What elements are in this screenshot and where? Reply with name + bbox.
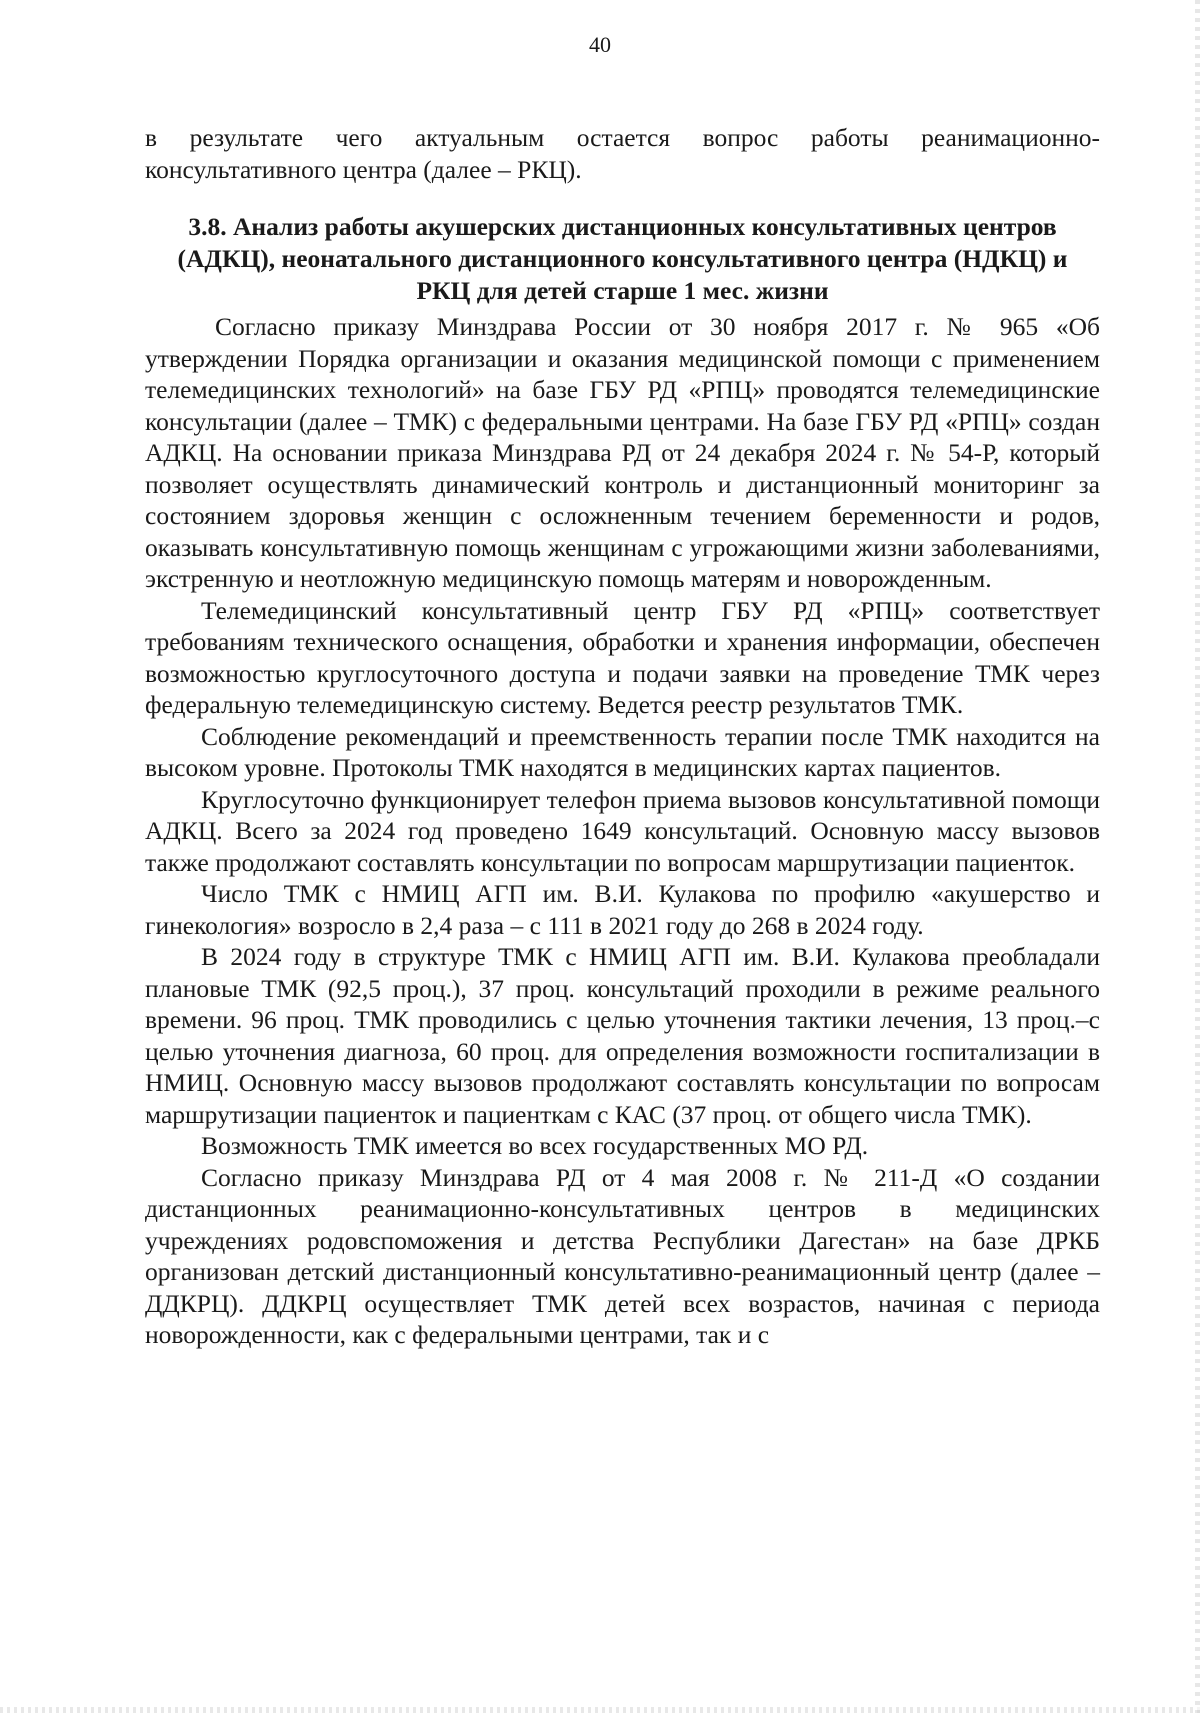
paragraph-recommendations: Соблюдение рекомендаций и преемственность терапии после ТМК находится на высоком уровне. Протоколы ТМК находятся в медицинских картах пациентов. <box>145 721 1100 782</box>
page-number: 40 <box>589 32 611 57</box>
paragraph-tmk-structure: В 2024 году в структуре ТМК с НМИЦ АГП им. В.И. Кулакова преобладали плановые ТМК (92,5 проц.), 37 проц. консультаций проходили в режиме реального времени. 96 проц. ТМК проводились с целью уточнения тактики лечения, 13 проц.–с целью уточнения диагноза, 60 проц. для определения возможности госпитализации в НМИЦ. Основную массу вызовов продолжают составлять консультации по вопросам маршрутизации пациенток и пациенткам с КАС (37 проц. от общего числа ТМК). <box>145 942 1100 1129</box>
document-body <box>145 122 1100 1351</box>
paragraph-telemedicine-center: Телемедицинский консультативный центр ГБУ РД «РПЦ» соответствует требованиям технического оснащения, обработки и хранения информации, обеспечен возможностью круглосуточного доступа и подачи заявки на проведение ТМК через федеральную телемедицинскую систему. Ведется реестр результатов ТМК. <box>145 595 1100 719</box>
paragraph-tmk-growth: Число ТМК с НМИЦ АГП им. В.И. Кулакова по профилю «акушерство и гинекология» возросло в 2,4 раза – с 111 в 2021 году до 268 в 2024 году. <box>145 879 1100 940</box>
paragraph-hotline: Круглосуточно функционирует телефон приема вызовов консультативной помощи АДКЦ. Всего за 2024 год проведено 1649 консультаций. Основную массу вызовов также продолжают составлять консультации по вопросам маршрутизации пациенток. <box>145 784 1100 877</box>
scan-right-edge <box>1195 0 1200 1713</box>
paragraph-order-211: Согласно приказу Минздрава РД от 4 мая 2008 г. № 211-Д «О создании дистанционных реанимационно-консультативных центров в медицинских учреждениях родовспоможения и детства Республики Дагестан» на базе ДРКБ организован детский дистанционный консультативно-реанимационный центр (далее – ДДКРЦ). ДДКРЦ осуществляет ТМК детей всех возрастов, начиная с периода новорожденности, как с федеральными центрами, так и с <box>145 1162 1100 1349</box>
scan-bottom-edge <box>0 1707 1200 1713</box>
section-heading: 3.8. Анализ работы акушерских дистанционных консультативных центров (АДКЦ), неонатального дистанционного консультативного центра (НДКЦ) и РКЦ для детей старше 1 мес. жизни <box>177 212 1068 305</box>
intro-paragraph: в результате чего актуальным остается вопрос работы реанимационно-консультативного центра (далее – РКЦ). <box>145 123 1100 184</box>
paragraph-tmk-availability: Возможность ТМК имеется во всех государственных МО РД. <box>201 1131 869 1160</box>
paragraph-tmk-order-965: Согласно приказу Минздрава России от 30 ноября 2017 г. № 965 «Об утверждении Порядка организации и оказания медицинской помощи с применением телемедицинских технологий» на базе ГБУ РД «РПЦ» проводятся телемедицинские консультации (далее – ТМК) с федеральными центрами. На базе ГБУ РД «РПЦ» создан АДКЦ. На основании приказа Минздрава РД от 24 декабря 2024 г. № 54-Р, который позволяет осуществлять динамический контроль и дистанционный мониторинг за состоянием здоровья женщин с осложненным течением беременности и родов, оказывать консультативную помощь женщинам с угрожающими жизни заболеваниями, экстренную и неотложную медицинскую помощь матерям и новорожденным. <box>145 312 1100 593</box>
